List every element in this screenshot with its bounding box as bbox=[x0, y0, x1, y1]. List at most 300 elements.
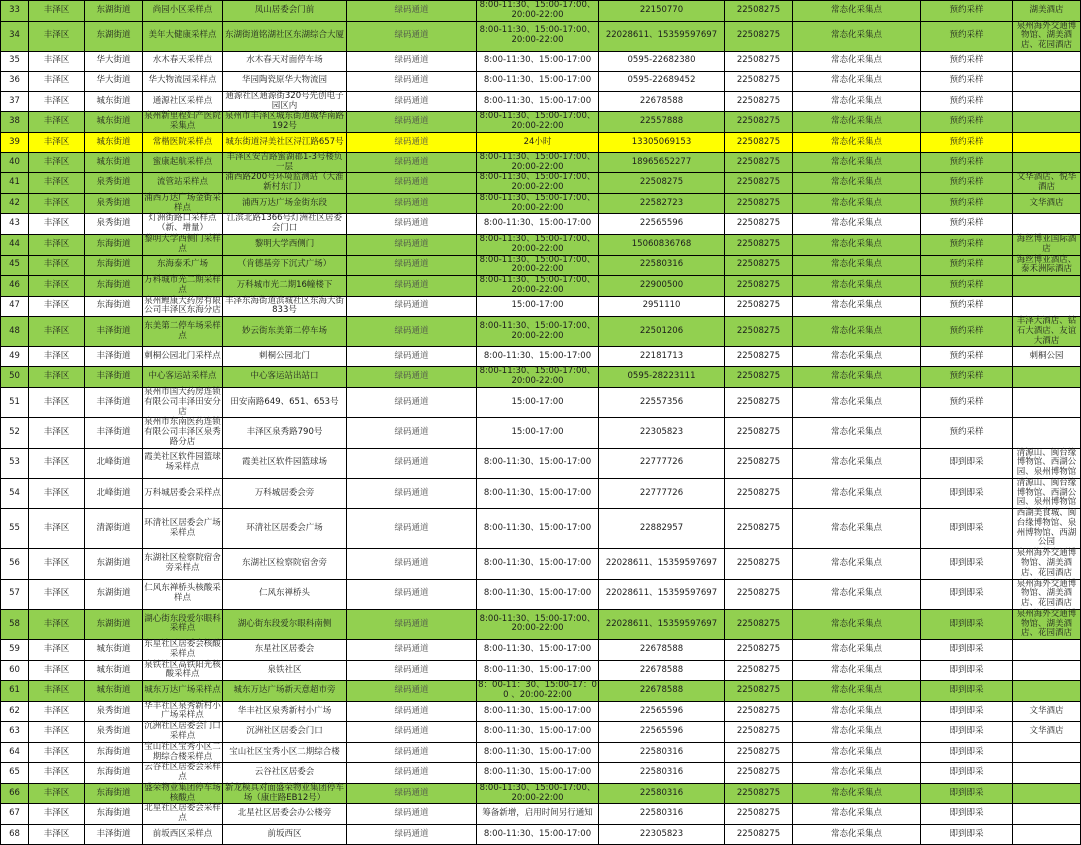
cell-serial-number: 36 bbox=[1, 71, 29, 91]
cell-site-name: 环清社区居委会广场采样点 bbox=[143, 509, 223, 549]
cell-site-name: 沉洲社区居委会门口采样点 bbox=[144, 721, 221, 741]
cell-street: 城东街道 bbox=[85, 112, 143, 133]
cell-district: 丰泽区 bbox=[29, 71, 85, 91]
cell-contact-phone: 22580316 bbox=[599, 763, 725, 784]
cell-street: 北峰街道 bbox=[85, 478, 143, 508]
cell-collection-type: 常态化采集点 bbox=[793, 276, 921, 297]
cell-street: 泉秀街道 bbox=[85, 722, 143, 743]
cell-district: 丰泽区 bbox=[29, 824, 85, 844]
cell-address: 前坂西区 bbox=[223, 824, 347, 844]
cell-street: 泉秀街道 bbox=[85, 193, 143, 214]
cell-collection-type: 常态化采集点 bbox=[793, 804, 921, 825]
cell-contact-phone: 22565596 bbox=[599, 701, 725, 722]
cell-hotline: 22508275 bbox=[725, 214, 793, 235]
cell-district: 丰泽区 bbox=[29, 660, 85, 681]
cell-address: 丰泽区泉秀路790号 bbox=[223, 418, 347, 448]
cell-site-name: 泉州新里程妇产医院采集点 bbox=[144, 111, 221, 132]
cell-sampling-method: 预约采样 bbox=[921, 1, 1013, 22]
cell-note bbox=[1013, 214, 1081, 235]
cell-site-name: 华丰社区泉秀新村小广场采样点 bbox=[144, 700, 221, 721]
cell-sampling-time: 24小时 bbox=[477, 132, 599, 152]
cell-site-name: 泉州市东南医药连锁有限公司丰泽区泉秀路分店 bbox=[144, 417, 221, 447]
cell-district: 丰泽区 bbox=[29, 701, 85, 722]
cell-hotline: 22508275 bbox=[725, 296, 793, 317]
cell-channel-type: 绿码通道 bbox=[347, 193, 477, 214]
cell-contact-phone: 22305823 bbox=[599, 824, 725, 844]
cell-note: 文华酒店 bbox=[1013, 701, 1081, 722]
cell-note: 海丝博亚国际酒店 bbox=[1013, 235, 1081, 256]
cell-site-name: 城东万达广场采样点 bbox=[143, 681, 223, 702]
cell-collection-type: 常态化采集点 bbox=[793, 255, 921, 276]
cell-address: 丰泽区安吉路蜜湖郡1-3号楼负一层 bbox=[223, 152, 347, 173]
cell-sampling-time: 8：00-11：30、15:00-17：00 、20:00-22:00 bbox=[478, 680, 597, 700]
cell-hotline: 22508275 bbox=[725, 609, 793, 639]
cell-district: 丰泽区 bbox=[29, 255, 85, 276]
cell-collection-type: 常态化采集点 bbox=[793, 478, 921, 508]
cell-serial-number: 65 bbox=[1, 763, 29, 784]
cell-site-name: 浦西万达广场金街采样点 bbox=[144, 192, 221, 213]
cell-sampling-method: 即到即采 bbox=[921, 783, 1013, 804]
cell-serial-number: 51 bbox=[1, 387, 29, 417]
table-row bbox=[1, 478, 1081, 508]
cell-contact-phone: 22150770 bbox=[599, 1, 725, 22]
cell-serial-number: 63 bbox=[1, 722, 29, 743]
cell-hotline: 22508275 bbox=[725, 722, 793, 743]
cell-hotline: 22508275 bbox=[725, 549, 793, 579]
cell-street: 东海街道 bbox=[85, 276, 143, 297]
cell-sampling-time: 8:00-11:30、15:00-17:00 bbox=[477, 478, 599, 508]
cell-contact-phone: 22028611、15359597697 bbox=[599, 579, 725, 609]
cell-district: 丰泽区 bbox=[29, 418, 85, 448]
cell-note bbox=[1013, 640, 1081, 661]
cell-contact-phone: 15060836768 bbox=[599, 235, 725, 256]
cell-hotline: 22508275 bbox=[725, 367, 793, 388]
cell-site-name: 仁风东禅桥头核酸采样点 bbox=[143, 579, 223, 609]
cell-collection-type: 常态化采集点 bbox=[793, 235, 921, 256]
cell-district: 丰泽区 bbox=[29, 609, 85, 639]
cell-sampling-method: 即到即采 bbox=[921, 804, 1013, 825]
cell-address: 仁风东禅桥头 bbox=[223, 579, 347, 609]
cell-street: 丰泽街道 bbox=[85, 317, 143, 347]
cell-hotline: 22508275 bbox=[725, 276, 793, 297]
cell-serial-number: 48 bbox=[1, 317, 29, 347]
cell-contact-phone: 0595-28223111 bbox=[599, 367, 725, 388]
cell-district: 丰泽区 bbox=[29, 579, 85, 609]
cell-sampling-time: 8:00-11:30、15:00-17:00、20:00-22:00 bbox=[477, 783, 599, 804]
cell-note bbox=[1013, 71, 1081, 91]
cell-site-name: 美年大健康采样点 bbox=[143, 21, 223, 51]
table-row bbox=[1, 660, 1081, 681]
cell-street: 丰泽街道 bbox=[85, 347, 143, 367]
cell-sampling-method: 即到即采 bbox=[921, 448, 1013, 478]
table-row bbox=[1, 804, 1081, 825]
cell-street: 东海街道 bbox=[85, 235, 143, 256]
cell-address: 妙云街东美第二停车场 bbox=[223, 317, 347, 347]
cell-contact-phone: 22508275 bbox=[599, 173, 725, 194]
cell-note: 泉州海外交通博物馆、湖美酒店、花园酒店 bbox=[1013, 549, 1081, 579]
cell-sampling-method: 预约采样 bbox=[921, 317, 1013, 347]
cell-collection-type: 常态化采集点 bbox=[793, 783, 921, 804]
table-row bbox=[1, 317, 1081, 347]
cell-collection-type: 常态化采集点 bbox=[793, 91, 921, 112]
cell-district: 丰泽区 bbox=[29, 112, 85, 133]
cell-address: 浦西路200号环境监测站（大淮新村东门） bbox=[223, 173, 347, 194]
cell-site-name: 华大物流园采样点 bbox=[143, 71, 223, 91]
cell-serial-number: 55 bbox=[1, 509, 29, 549]
cell-hotline: 22508275 bbox=[725, 152, 793, 173]
cell-hotline: 22508275 bbox=[725, 387, 793, 417]
cell-contact-phone: 22582723 bbox=[599, 193, 725, 214]
cell-street: 城东街道 bbox=[85, 152, 143, 173]
cell-address: 环清社区居委会广场 bbox=[223, 509, 347, 549]
cell-channel-type: 绿码通道 bbox=[347, 418, 477, 448]
cell-contact-phone: 22557356 bbox=[599, 387, 725, 417]
cell-address: 万科城居委会旁 bbox=[223, 478, 347, 508]
cell-address: 江滨北路1366号灯洲社区居委会门口 bbox=[223, 214, 347, 235]
cell-sampling-time: 15:00-17:00 bbox=[477, 387, 599, 417]
cell-site-name: 霞美社区软件园篮球场采样点 bbox=[143, 448, 223, 478]
cell-note: 海丝博亚酒店、泰禾洲际酒店 bbox=[1013, 255, 1081, 276]
cell-site-name: 常楷医院采样点 bbox=[143, 132, 223, 152]
cell-district: 丰泽区 bbox=[29, 235, 85, 256]
cell-channel-type: 绿码通道 bbox=[347, 317, 477, 347]
cell-sampling-method: 预约采样 bbox=[921, 276, 1013, 297]
cell-collection-type: 常态化采集点 bbox=[793, 21, 921, 51]
cell-hotline: 22508275 bbox=[725, 418, 793, 448]
cell-street: 东海街道 bbox=[85, 804, 143, 825]
cell-contact-phone: 22580316 bbox=[599, 255, 725, 276]
cell-contact-phone: 22678588 bbox=[599, 681, 725, 702]
cell-site-name: 宝山社区宝秀小区二期综合楼采样点 bbox=[144, 741, 221, 762]
cell-hotline: 22508275 bbox=[725, 1, 793, 22]
cell-street: 丰泽街道 bbox=[85, 824, 143, 844]
cell-sampling-time: 8:00-11:30、15:00-17:00、20:00-22:00 bbox=[477, 21, 599, 51]
cell-note: 刺桐公园 bbox=[1013, 347, 1081, 367]
table-row bbox=[1, 824, 1081, 844]
cell-serial-number: 42 bbox=[1, 193, 29, 214]
cell-address: 丰泽东海街道滨城社区东海大街833号 bbox=[223, 296, 347, 317]
cell-street: 北峰街道 bbox=[85, 448, 143, 478]
cell-hotline: 22508275 bbox=[725, 347, 793, 367]
cell-serial-number: 59 bbox=[1, 640, 29, 661]
cell-sampling-time: 8:00-11:30、15:00-17:00 bbox=[477, 448, 599, 478]
cell-sampling-time: 15:00-17:00 bbox=[477, 418, 599, 448]
cell-address: 城东街道浔美社区浔江路657号 bbox=[223, 132, 347, 152]
cell-serial-number: 41 bbox=[1, 173, 29, 194]
cell-site-name: 流管站采样点 bbox=[143, 173, 223, 194]
cell-collection-type: 常态化采集点 bbox=[793, 387, 921, 417]
cell-collection-type: 常态化采集点 bbox=[793, 296, 921, 317]
table-row bbox=[1, 448, 1081, 478]
cell-serial-number: 47 bbox=[1, 296, 29, 317]
cell-district: 丰泽区 bbox=[29, 51, 85, 71]
cell-site-name: 东海泰禾广场 bbox=[143, 255, 223, 276]
cell-sampling-method: 预约采样 bbox=[921, 235, 1013, 256]
cell-collection-type: 常态化采集点 bbox=[793, 418, 921, 448]
cell-district: 丰泽区 bbox=[29, 478, 85, 508]
cell-hotline: 22508275 bbox=[725, 579, 793, 609]
cell-street: 东海街道 bbox=[85, 742, 143, 763]
cell-district: 丰泽区 bbox=[29, 640, 85, 661]
cell-district: 丰泽区 bbox=[29, 448, 85, 478]
cell-collection-type: 常态化采集点 bbox=[793, 51, 921, 71]
cell-serial-number: 64 bbox=[1, 742, 29, 763]
cell-channel-type: 绿码通道 bbox=[347, 21, 477, 51]
cell-note bbox=[1013, 112, 1081, 133]
cell-contact-phone: 22678588 bbox=[599, 640, 725, 661]
cell-sampling-time: 8:00-11:30、15:00-17:00、20:00-22:00 bbox=[477, 317, 599, 347]
table-row bbox=[1, 783, 1081, 804]
cell-hotline: 22508275 bbox=[725, 112, 793, 133]
cell-sampling-method: 即到即采 bbox=[921, 681, 1013, 702]
table-row bbox=[1, 367, 1081, 388]
cell-address: 万科城市光二期16幢楼下 bbox=[223, 276, 347, 297]
cell-hotline: 22508275 bbox=[725, 235, 793, 256]
cell-channel-type: 绿码通道 bbox=[347, 640, 477, 661]
cell-sampling-time: 8:00-11:30、15:00-17:00 bbox=[477, 722, 599, 743]
cell-district: 丰泽区 bbox=[29, 783, 85, 804]
cell-collection-type: 常态化采集点 bbox=[793, 367, 921, 388]
cell-address: 新龙模具对面盛荣物业集团停车场（康庄路EB12号） bbox=[223, 783, 347, 804]
cell-serial-number: 53 bbox=[1, 448, 29, 478]
cell-contact-phone: 22678588 bbox=[599, 91, 725, 112]
cell-street: 华大街道 bbox=[85, 71, 143, 91]
table-row bbox=[1, 193, 1081, 214]
cell-street: 城东街道 bbox=[85, 681, 143, 702]
cell-hotline: 22508275 bbox=[725, 701, 793, 722]
cell-contact-phone: 22777726 bbox=[599, 448, 725, 478]
cell-note bbox=[1013, 681, 1081, 702]
cell-serial-number: 45 bbox=[1, 255, 29, 276]
cell-street: 丰泽街道 bbox=[85, 418, 143, 448]
cell-address: 田安南路649、651、653号 bbox=[223, 387, 347, 417]
cell-site-name: 泉铁社区高铁阳光核酸采样点 bbox=[144, 659, 221, 680]
cell-collection-type: 常态化采集点 bbox=[793, 681, 921, 702]
cell-district: 丰泽区 bbox=[29, 367, 85, 388]
cell-serial-number: 49 bbox=[1, 347, 29, 367]
cell-district: 丰泽区 bbox=[29, 21, 85, 51]
cell-hotline: 22508275 bbox=[725, 132, 793, 152]
cell-address: 华园陶瓷原华大物流园 bbox=[223, 71, 347, 91]
table-row bbox=[1, 763, 1081, 784]
cell-contact-phone: 22501206 bbox=[599, 317, 725, 347]
cell-district: 丰泽区 bbox=[29, 276, 85, 297]
cell-contact-phone: 22565596 bbox=[599, 722, 725, 743]
cell-channel-type: 绿码通道 bbox=[347, 112, 477, 133]
cell-contact-phone: 22580316 bbox=[599, 742, 725, 763]
cell-hotline: 22508275 bbox=[725, 173, 793, 194]
cell-serial-number: 39 bbox=[1, 132, 29, 152]
cell-note: 湖美酒店 bbox=[1013, 1, 1081, 22]
cell-sampling-time: 8:00-11:30、15:00-17:00 bbox=[477, 824, 599, 844]
cell-note: 泉州海外交通博物馆、湖美酒店、花园酒店 bbox=[1013, 579, 1081, 609]
cell-channel-type: 绿码通道 bbox=[347, 478, 477, 508]
cell-note bbox=[1013, 367, 1081, 388]
cell-address: 东湖街道铭湖社区东湖综合大厦 bbox=[223, 21, 347, 51]
cell-sampling-method: 即到即采 bbox=[921, 609, 1013, 639]
cell-sampling-time: 8:00-11:30、15:00-17:00、20:00-22:00 bbox=[477, 276, 599, 297]
cell-sampling-method: 预约采样 bbox=[921, 387, 1013, 417]
cell-address: 刺桐公园北门 bbox=[223, 347, 347, 367]
cell-street: 东海街道 bbox=[85, 783, 143, 804]
cell-sampling-method: 预约采样 bbox=[921, 21, 1013, 51]
cell-site-name: 中心客运站采样点 bbox=[143, 367, 223, 388]
cell-serial-number: 40 bbox=[1, 152, 29, 173]
cell-note bbox=[1013, 276, 1081, 297]
cell-channel-type: 绿码通道 bbox=[347, 509, 477, 549]
cell-hotline: 22508275 bbox=[725, 824, 793, 844]
table-row bbox=[1, 549, 1081, 579]
cell-sampling-time: 15:00-17:00 bbox=[477, 296, 599, 317]
cell-site-name: 泉州鲤康大药房有限公司丰泽区东海分店 bbox=[144, 295, 221, 316]
cell-sampling-method: 预约采样 bbox=[921, 296, 1013, 317]
cell-street: 丰泽街道 bbox=[85, 387, 143, 417]
cell-note bbox=[1013, 132, 1081, 152]
cell-site-name: 东湖社区检察院宿舍旁采样点 bbox=[143, 549, 223, 579]
cell-contact-phone: 0595-22682380 bbox=[599, 51, 725, 71]
cell-channel-type: 绿码通道 bbox=[347, 91, 477, 112]
cell-address: 城东万达广场新天意超市旁 bbox=[223, 681, 347, 702]
table-row bbox=[1, 722, 1081, 743]
cell-channel-type: 绿码通道 bbox=[347, 276, 477, 297]
cell-serial-number: 62 bbox=[1, 701, 29, 722]
cell-district: 丰泽区 bbox=[29, 173, 85, 194]
cell-note: 泉州海外交通博物馆、湖美酒店、花园酒店 bbox=[1013, 609, 1081, 639]
cell-site-name: 湖心街东段爱尔眼科采样点 bbox=[143, 609, 223, 639]
cell-street: 丰泽街道 bbox=[85, 367, 143, 388]
cell-serial-number: 56 bbox=[1, 549, 29, 579]
cell-serial-number: 54 bbox=[1, 478, 29, 508]
table-row bbox=[1, 579, 1081, 609]
cell-site-name: 东星社区居委会核酸采样点 bbox=[144, 639, 221, 659]
cell-collection-type: 常态化采集点 bbox=[793, 824, 921, 844]
cell-channel-type: 绿码通道 bbox=[347, 804, 477, 825]
cell-serial-number: 50 bbox=[1, 367, 29, 388]
table-row bbox=[1, 152, 1081, 173]
cell-sampling-method: 预约采样 bbox=[921, 347, 1013, 367]
cell-address: 湖心街东段爱尔眼科南侧 bbox=[223, 609, 347, 639]
table-row bbox=[1, 255, 1081, 276]
table-row bbox=[1, 173, 1081, 194]
cell-street: 泉秀街道 bbox=[85, 214, 143, 235]
cell-contact-phone: 22580316 bbox=[599, 804, 725, 825]
cell-district: 丰泽区 bbox=[29, 132, 85, 152]
cell-street: 东湖街道 bbox=[85, 579, 143, 609]
cell-sampling-time: 8:00-11:30、15:00-17:00、20:00-22:00 bbox=[477, 367, 599, 388]
cell-collection-type: 常态化采集点 bbox=[793, 1, 921, 22]
cell-site-name: 蜜康起航采样点 bbox=[143, 152, 223, 173]
cell-collection-type: 常态化采集点 bbox=[793, 132, 921, 152]
table-row bbox=[1, 640, 1081, 661]
table-row bbox=[1, 418, 1081, 448]
cell-note: 清源山、闽台缘博物馆、西湖公园、泉州博物馆 bbox=[1013, 448, 1081, 478]
table-row bbox=[1, 214, 1081, 235]
cell-collection-type: 常态化采集点 bbox=[793, 640, 921, 661]
cell-sampling-method: 即到即采 bbox=[921, 763, 1013, 784]
cell-collection-type: 常态化采集点 bbox=[793, 549, 921, 579]
cell-hotline: 22508275 bbox=[725, 804, 793, 825]
cell-site-name: 通源社区采样点 bbox=[143, 91, 223, 112]
cell-hotline: 22508275 bbox=[725, 509, 793, 549]
cell-district: 丰泽区 bbox=[29, 193, 85, 214]
cell-sampling-method: 即到即采 bbox=[921, 640, 1013, 661]
cell-district: 丰泽区 bbox=[29, 742, 85, 763]
cell-street: 清源街道 bbox=[85, 509, 143, 549]
cell-site-name: 云谷社区居委会采样点 bbox=[144, 762, 221, 783]
cell-collection-type: 常态化采集点 bbox=[793, 112, 921, 133]
cell-note bbox=[1013, 660, 1081, 681]
cell-contact-phone: 22028611、15359597697 bbox=[599, 21, 725, 51]
cell-address: 中心客运站出站口 bbox=[223, 367, 347, 388]
cell-site-name: 刺桐公园北门采样点 bbox=[143, 347, 223, 367]
cell-sampling-time: 8:00-11:30、15:00-17:00 bbox=[477, 763, 599, 784]
cell-site-name: 万科城居委会采样点 bbox=[143, 478, 223, 508]
cell-sampling-time: 8:00-11:30、15:00-17:00、20:00-22:00 bbox=[477, 173, 599, 194]
cell-street: 华大街道 bbox=[85, 51, 143, 71]
cell-street: 东湖街道 bbox=[85, 21, 143, 51]
cell-sampling-time: 8:00-11:30、15:00-17:00、20:00-22:00 bbox=[477, 1, 599, 22]
cell-sampling-method: 预约采样 bbox=[921, 255, 1013, 276]
cell-serial-number: 58 bbox=[1, 609, 29, 639]
cell-site-name: 水木春天采样点 bbox=[143, 51, 223, 71]
cell-address: 泉铁社区 bbox=[223, 660, 347, 681]
cell-channel-type: 绿码通道 bbox=[347, 347, 477, 367]
cell-hotline: 22508275 bbox=[725, 660, 793, 681]
cell-sampling-time: 8:00-11:30、15:00-17:00 bbox=[477, 579, 599, 609]
cell-hotline: 22508275 bbox=[725, 640, 793, 661]
cell-address: 东湖社区检察院宿舍旁 bbox=[223, 549, 347, 579]
cell-address: 东星社区居委会 bbox=[223, 640, 347, 661]
cell-street: 东海街道 bbox=[85, 763, 143, 784]
cell-site-name: 北星社区居委会采样点 bbox=[144, 803, 221, 824]
cell-note: 清源山、闽台缘博物馆、西湖公园、泉州博物馆 bbox=[1013, 478, 1081, 508]
cell-street: 城东街道 bbox=[85, 640, 143, 661]
cell-serial-number: 57 bbox=[1, 579, 29, 609]
cell-district: 丰泽区 bbox=[29, 549, 85, 579]
table-row bbox=[1, 235, 1081, 256]
table-row bbox=[1, 296, 1081, 317]
cell-serial-number: 46 bbox=[1, 276, 29, 297]
cell-hotline: 22508275 bbox=[725, 71, 793, 91]
cell-serial-number: 37 bbox=[1, 91, 29, 112]
cell-hotline: 22508275 bbox=[725, 193, 793, 214]
cell-channel-type: 绿码通道 bbox=[347, 214, 477, 235]
cell-street: 东海街道 bbox=[85, 255, 143, 276]
cell-hotline: 22508275 bbox=[725, 783, 793, 804]
cell-note: 西湖美食城、闽台缘博物馆、泉州博物馆、西湖公园 bbox=[1013, 509, 1081, 549]
cell-channel-type: 绿码通道 bbox=[347, 235, 477, 256]
cell-sampling-time: 8:00-11:30、15:00-17:00 bbox=[477, 509, 599, 549]
cell-serial-number: 52 bbox=[1, 418, 29, 448]
cell-note bbox=[1013, 387, 1081, 417]
cell-sampling-method: 即到即采 bbox=[921, 824, 1013, 844]
cell-serial-number: 66 bbox=[1, 783, 29, 804]
cell-street: 东海街道 bbox=[85, 296, 143, 317]
cell-channel-type: 绿码通道 bbox=[347, 132, 477, 152]
cell-sampling-method: 即到即采 bbox=[921, 722, 1013, 743]
cell-collection-type: 常态化采集点 bbox=[793, 448, 921, 478]
cell-street: 泉秀街道 bbox=[85, 701, 143, 722]
cell-sampling-time: 8:00-11:30、15:00-17:00 bbox=[477, 660, 599, 681]
cell-channel-type: 绿码通道 bbox=[347, 71, 477, 91]
cell-channel-type: 绿码通道 bbox=[347, 783, 477, 804]
cell-address: 凤山居委会门前 bbox=[223, 1, 347, 22]
cell-collection-type: 常态化采集点 bbox=[793, 509, 921, 549]
cell-address: 通源社区通源街320号先创电子园区内 bbox=[223, 91, 347, 112]
cell-channel-type: 绿码通道 bbox=[347, 1, 477, 22]
cell-district: 丰泽区 bbox=[29, 763, 85, 784]
cell-district: 丰泽区 bbox=[29, 387, 85, 417]
